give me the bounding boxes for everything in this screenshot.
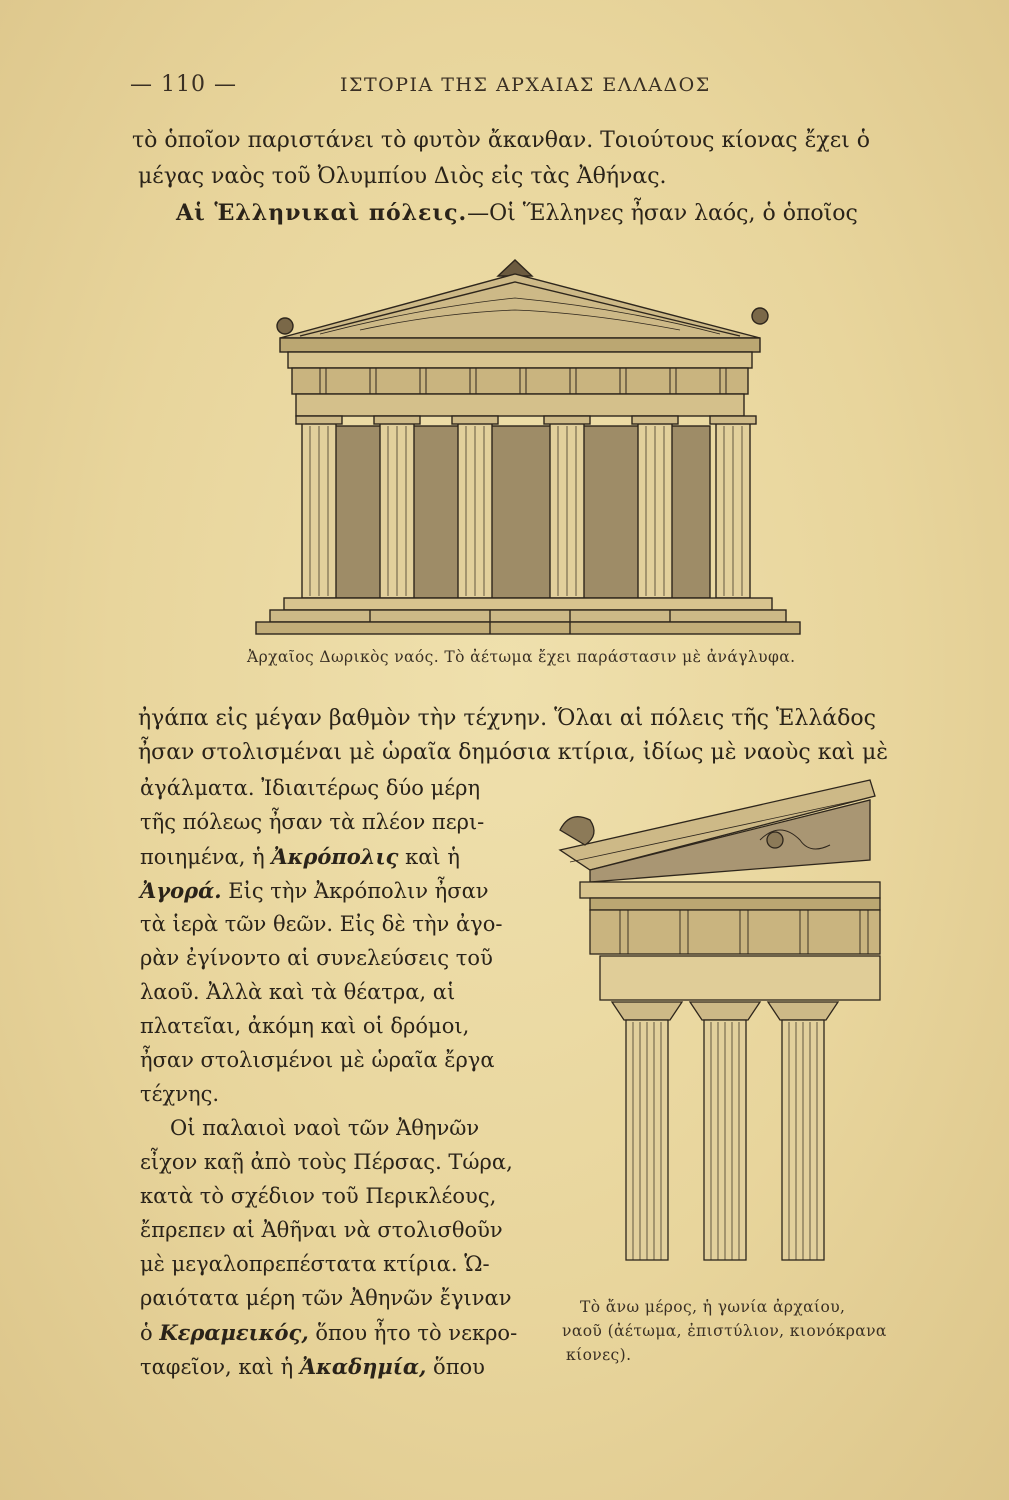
running-title: ΙΣΤΟΡΙΑ ΤΗΣ ΑΡΧΑΙΑΣ ΕΛΛΑΔΟΣ [340,74,711,96]
temple-corner-illustration [550,770,890,1270]
text-line: ρὰν ἐγίνοντο αἱ συνελεύσεις τοῦ [140,946,493,970]
text-line: Οἱ παλαιοὶ ναοὶ τῶν Ἀθηνῶν [170,1116,480,1140]
text-fragment: καὶ ἡ [405,845,460,869]
term-akropolis: Ἀκρόπολις [271,844,399,869]
text-line [140,1354,485,1379]
text-line: τὰ ἱερὰ τῶν θεῶν. Εἰς δὲ τὴν ἀγο- [140,912,503,936]
section-text: —Οἱ Ἕλληνες ἦσαν λαός, ὁ ὁποῖος [467,201,858,226]
section-line [176,200,858,226]
text-line: εἶχον καῇ ἀπὸ τοὺς Πέρσας. Τώρα, [140,1150,513,1174]
text-fragment: ὅπου ἦτο τὸ νεκρο- [315,1321,518,1345]
term-akadimia: Ἀκαδημία, [299,1354,427,1379]
text-line: ραιότατα μέρη τῶν Ἀθηνῶν ἔγιναν [140,1286,512,1310]
text-line [140,844,460,869]
doric-temple-illustration [240,238,820,638]
text-line: ἦσαν στολισμέναι μὲ ὡραῖα δημόσια κτίρια, ἰδίως μὲ ναοὺς καὶ μὲ [138,740,889,765]
text-line: λαοῦ. Ἀλλὰ καὶ τὰ θέατρα, αἱ [140,980,456,1004]
text-line: μὲ μεγαλοπρεπέστατα κτίρια. Ὡ- [140,1252,490,1276]
text-fragment: ταφεῖον, καὶ ἡ [140,1355,294,1379]
text-fragment: ὁ [140,1321,153,1345]
text-line: ἠγάπα εἰς μέγαν βαθμὸν τὴν τέχνην. Ὅλαι αἱ πόλεις τῆς Ἑλλάδος [138,706,876,731]
text-fragment: ποιημένα, ἡ [140,845,265,869]
text-line: τῆς πόλεως ἦσαν τὰ πλέον περι- [140,810,485,834]
term-kerameikos: Κεραμεικός, [159,1320,309,1345]
text-line: ἦσαν στολισμένοι μὲ ὡραῖα ἔργα [140,1048,495,1072]
text-fragment: Εἰς τὴν Ἀκρόπολιν ἦσαν [228,879,489,903]
text-fragment: ὅπου [433,1355,485,1379]
text-line: μέγας ναὸς τοῦ Ὀλυμπίου Διὸς εἰς τὰς Ἀθήνας. [138,164,667,189]
text-line: κατὰ τὸ σχέδιον τοῦ Περικλέους, [140,1184,497,1208]
text-line: ἔπρεπεν αἱ Ἀθῆναι νὰ στολισθοῦν [140,1218,503,1242]
text-line: πλατεῖαι, ἀκόμη καὶ οἱ δρόμοι, [140,1014,470,1038]
figure2-caption-line: κίονες). [566,1346,632,1364]
figure2-caption-line: Τὸ ἄνω μέρος, ἡ γωνία ἀρχαίου, [580,1298,846,1316]
text-line: ἀγάλματα. Ἰδιαιτέρως δύο μέρη [140,776,481,800]
figure2-caption-line: ναοῦ (ἀέτωμα, ἐπιστύλιον, κιονόκρανα [562,1322,887,1340]
term-agora: Ἀγορά. [140,878,222,903]
text-line: τὸ ὁποῖον παριστάνει τὸ φυτὸν ἄκανθαν. Τοιούτους κίονας ἔχει ὁ [132,128,871,153]
text-line [140,878,489,903]
figure1-caption: Ἀρχαῖος Δωρικὸς ναός. Τὸ ἀέτωμα ἔχει παράστασιν μὲ ἀνάγλυφα. [247,648,796,666]
text-line: τέχνης. [140,1082,220,1106]
section-heading: Αἱ Ἑλληνικαὶ πόλεις. [176,200,468,226]
page-number: — 110 — [130,72,237,97]
text-line [140,1320,517,1345]
